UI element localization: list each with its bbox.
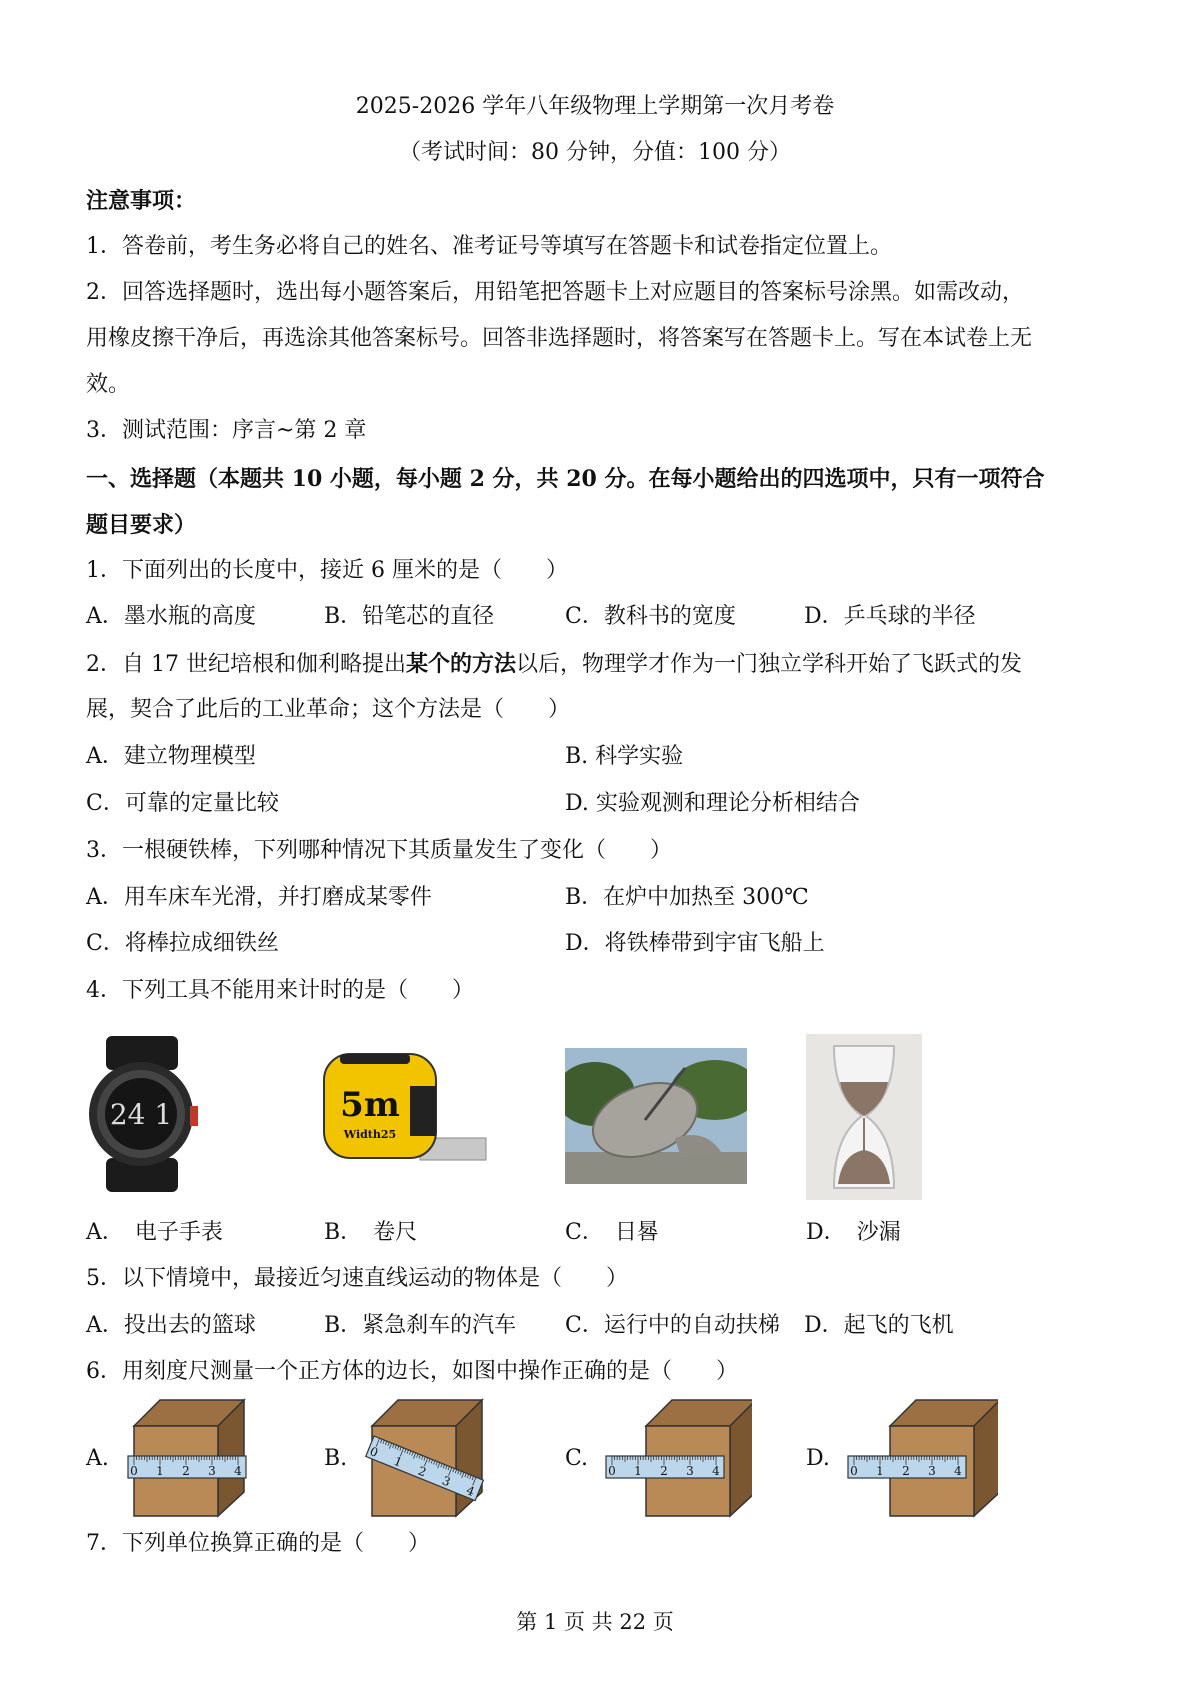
sundial-image [565, 1048, 747, 1184]
tape-measure-image [320, 1050, 490, 1176]
q2-option-b: B. 科学实验 [565, 744, 684, 769]
ruler-tick-label: 0 [130, 1464, 138, 1478]
q4-option-c: C． 日晷 [565, 1220, 659, 1245]
ruler-tick-label: 2 [660, 1464, 668, 1478]
q2-stem-bold: 某个的方法 [405, 651, 516, 677]
q3-option-b: B．在炉中加热至 300℃ [565, 885, 809, 910]
q1-option-b: B．铅笔芯的直径 [324, 604, 495, 629]
ruler-tick-label: 0 [850, 1464, 858, 1478]
question-2-stem [86, 649, 1022, 680]
page-footer: 第 1 页 共 22 页 [516, 1610, 674, 1634]
q4-option-d: D． 沙漏 [806, 1220, 901, 1245]
ruler-tick-label: 1 [156, 1464, 164, 1478]
q4-option-a: A． 电子手表 [86, 1220, 223, 1245]
ruler-c [606, 1456, 724, 1478]
ruler-tick-label: 2 [182, 1464, 190, 1478]
ruler-tick-label: 1 [391, 1453, 405, 1470]
note-line: 用橡皮擦干净后，再选涂其他答案标号。回答非选择题时，将答案写在答题卡上。写在本试卷上无 [86, 326, 1033, 351]
note-line: 效。 [86, 372, 131, 397]
ruler-tick-label: 2 [415, 1463, 429, 1480]
ruler-tick-label: 3 [440, 1473, 453, 1490]
ruler-tick-label: 1 [634, 1464, 642, 1478]
ruler-d [848, 1456, 966, 1478]
q5-option-a: A．投出去的篮球 [86, 1313, 256, 1338]
watch-display-text: 24 1 [109, 1098, 173, 1131]
note-line: 3．测试范围：序言~第 2 章 [86, 418, 367, 443]
page-subtitle: （考试时间：80 分钟，分值：100 分） [399, 140, 791, 165]
section-heading-cont: 题目要求） [86, 512, 197, 538]
ruler-a [128, 1456, 246, 1478]
question-5-stem: 5．以下情境中，最接近匀速直线运动的物体是（ ） [86, 1266, 628, 1291]
section-heading: 一、选择题（本题共 10 小题，每小题 2 分，共 20 分。在每小题给出的四选项中，只有一项符合 [86, 466, 1045, 492]
ruler-diagram-a [126, 1396, 264, 1518]
ruler-diagram-c [604, 1396, 752, 1518]
ruler-tick-label: 3 [928, 1464, 936, 1478]
digital-watch-image [86, 1036, 200, 1192]
notes-heading: 注意事项： [86, 188, 197, 214]
tape-width-label: Width25 [343, 1128, 397, 1141]
question-1-stem: 1．下面列出的长度中，接近 6 厘米的是（ ） [86, 558, 568, 583]
ruler-tick-label: 3 [686, 1464, 694, 1478]
note-line: 1．答卷前，考生务必将自己的姓名、准考证号等填写在答题卡和试卷指定位置上。 [86, 234, 892, 259]
q4-option-b: B． 卷尺 [324, 1220, 418, 1245]
question-2-stem-cont: 展，契合了此后的工业革命；这个方法是（ ） [86, 697, 571, 722]
q6-option-a-label: A. [86, 1446, 109, 1471]
question-7-stem: 7．下列单位换算正确的是（ ） [86, 1531, 430, 1556]
ruler-tick-label: 4 [234, 1464, 242, 1478]
ruler-tick-label: 0 [367, 1444, 381, 1461]
q2-option-c: C．可靠的定量比较 [86, 791, 279, 816]
q5-option-c: C．运行中的自动扶梯 [565, 1313, 780, 1338]
q1-option-a: A．墨水瓶的高度 [86, 604, 256, 629]
ruler-tick-label: 4 [954, 1464, 962, 1478]
q1-option-d: D．乒乓球的半径 [804, 604, 976, 629]
q1-option-c: C．教科书的宽度 [565, 604, 736, 629]
q3-option-c: C．将棒拉成细铁丝 [86, 931, 279, 956]
ruler-tick-label: 3 [208, 1464, 216, 1478]
q6-option-d-label: D. [806, 1446, 830, 1471]
q5-option-b: B．紧急刹车的汽车 [324, 1313, 517, 1338]
q6-option-b-label: B. [324, 1446, 348, 1471]
tape-size-label: 5m [340, 1085, 400, 1125]
question-3-stem: 3．一根硬铁棒，下列哪种情况下其质量发生了变化（ ） [86, 838, 672, 863]
q2-option-a: A．建立物理模型 [86, 744, 256, 769]
question-4-stem: 4．下列工具不能用来计时的是（ ） [86, 978, 474, 1003]
ruler-tick-label: 2 [902, 1464, 910, 1478]
page-title: 2025-2026 学年八年级物理上学期第一次月考卷 [355, 94, 835, 119]
ruler-tick-label: 1 [876, 1464, 884, 1478]
ruler-diagram-b [364, 1396, 504, 1518]
ruler-tick-label: 4 [712, 1464, 720, 1478]
q5-option-d: D．起飞的飞机 [804, 1313, 954, 1338]
hourglass-image [806, 1034, 922, 1200]
question-6-stem: 6．用刻度尺测量一个正方体的边长，如图中操作正确的是（ ） [86, 1359, 738, 1384]
q2-option-d: D. 实验观测和理论分析相结合 [565, 791, 860, 816]
q3-option-d: D．将铁棒带到宇宙飞船上 [565, 931, 825, 956]
q3-option-a: A．用车床车光滑，并打磨成某零件 [86, 885, 432, 910]
q2-stem-pre: 2．自 17 世纪培根和伽利略提出 [86, 652, 406, 677]
ruler-tick-label: 4 [464, 1483, 477, 1500]
q2-stem-post: 以后，物理学才作为一门独立学科开始了飞跃式的发 [516, 652, 1023, 677]
q6-option-c-label: C. [565, 1446, 589, 1471]
ruler-tick-label: 0 [608, 1464, 616, 1478]
ruler-diagram-d [846, 1396, 998, 1518]
note-line: 2．回答选择题时，选出每小题答案后，用铅笔把答题卡上对应题目的答案标号涂黑。如需改动， [86, 280, 1025, 305]
